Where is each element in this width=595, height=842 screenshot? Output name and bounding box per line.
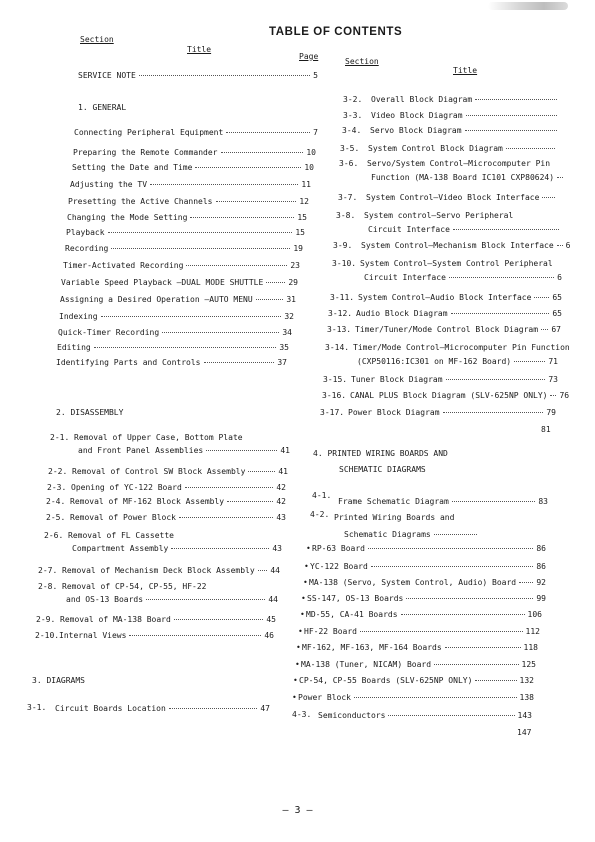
toc-entry (72, 543, 282, 554)
toc-entry-board-label: SS-147, OS-13 Boards (307, 594, 404, 603)
toc-page-extra: 147 (517, 728, 532, 737)
toc-entry-leader (111, 248, 290, 249)
toc-entry-number: 3-10. (332, 259, 357, 268)
toc-entry-page: 44 (268, 595, 278, 604)
toc-entry (70, 512, 286, 523)
toc-entry-page: 37 (277, 358, 287, 367)
toc-entry (72, 466, 288, 477)
left-section-header: Section (80, 35, 114, 44)
toc-entry-leader (506, 148, 555, 149)
toc-entry-page: 12 (299, 197, 309, 206)
toc-entry-label: and OS-13 Boards (66, 595, 144, 604)
toc-entry-leader (169, 708, 258, 709)
toc-entry-leader (451, 313, 550, 314)
toc-entry-label: Overall Block Diagram (371, 95, 473, 104)
toc-entry-page: 45 (266, 615, 276, 624)
toc-entry-number: 2-2. (48, 467, 68, 476)
section-heading-pwb-line2: SCHEMATIC DIAGRAMS (339, 465, 426, 474)
toc-entry-board-leader (371, 566, 534, 567)
toc-entry-number: 3-6. (339, 159, 359, 168)
scan-smudge (488, 2, 568, 10)
toc-entry-board-page: 118 (523, 643, 538, 652)
toc-entry-number: 2-8. (38, 582, 58, 591)
toc-entry-page: 41 (278, 467, 288, 476)
toc-entry-board-leader (406, 598, 533, 599)
toc-entry (59, 630, 274, 641)
toc-entry-label: Connecting Peripheral Equipment (74, 128, 224, 137)
toc-entry (350, 390, 570, 401)
toc-entry (318, 710, 532, 721)
toc-entry-leader (452, 501, 536, 502)
toc-entry-board-label: RP-63 Board (312, 544, 365, 553)
toc-entry (70, 496, 286, 507)
bullet: • (296, 643, 301, 652)
toc-entry-page: 19 (293, 244, 303, 253)
toc-entry-label: Removal of Control SW Block Assembly (72, 467, 246, 476)
toc-entry-number: 4-2. (310, 510, 330, 519)
toc-entry-number: 3-2. (343, 95, 363, 104)
toc-entry-board-label: MA-138 (Servo, System Control, Audio) Board (309, 578, 517, 587)
toc-entry-number: 3-3. (343, 111, 363, 120)
toc-entry-label: Changing the Mode Setting (67, 213, 188, 222)
toc-entry-board (301, 659, 536, 670)
toc-entry-label: Indexing (59, 312, 98, 321)
toc-entry-label: Removal of MF-162 Block Assembly (70, 497, 225, 506)
toc-entry-leader (206, 450, 277, 451)
toc-entry (68, 196, 309, 207)
toc-entry (65, 243, 303, 254)
toc-entry (358, 292, 562, 303)
bullet: • (298, 627, 303, 636)
toc-entry-page: 29 (288, 278, 298, 287)
toc-entry-leader (186, 265, 287, 266)
toc-entry-service-note-page: 5 (313, 71, 318, 80)
toc-entry-number: 2-6. (44, 531, 64, 540)
toc-entry (348, 407, 556, 418)
toc-entry-page: 23 (290, 261, 300, 270)
toc-entry-leader (204, 362, 275, 363)
toc-entry-label: Editing (57, 343, 91, 352)
toc-entry-label: Setting the Date and Time (72, 163, 193, 172)
toc-entry-label: Removal of MA-138 Board (60, 615, 171, 624)
toc-entry-label: Circuit Boards Location (55, 704, 166, 713)
bullet: • (293, 676, 298, 685)
toc-entry-board-leader (519, 582, 533, 583)
toc-entry-page: 143 (517, 711, 532, 720)
toc-entry-page: 7 (313, 128, 318, 137)
toc-entry-leader (466, 115, 557, 116)
toc-entry (63, 260, 300, 271)
toc-entry-page: 10 (306, 148, 316, 157)
toc-entry (62, 565, 280, 576)
toc-entry-label: Removal of CP-54, CP-55, HF-22 (62, 582, 207, 591)
toc-entry-page: 43 (272, 544, 282, 553)
toc-entry-board-page: 92 (536, 578, 546, 587)
toc-entry-board-page: 125 (521, 660, 536, 669)
toc-entry-page: 6 (565, 241, 571, 250)
toc-entry-leader (443, 412, 544, 413)
toc-entry-number: 2-5. (46, 513, 66, 522)
toc-entry-board-leader (434, 664, 519, 665)
toc-entry-label: Removal of Mechanism Deck Block Assembly (62, 566, 255, 575)
toc-entry-service-note-label: SERVICE NOTE (78, 71, 136, 80)
toc-entry (55, 703, 270, 714)
toc-entry-board-label: Power Block (298, 693, 351, 702)
toc-entry-board (302, 642, 538, 653)
toc-entry-board-label: HF-22 Board (304, 627, 357, 636)
toc-entry-leader (541, 329, 548, 330)
toc-entry (371, 172, 558, 183)
toc-entry-page: 41 (280, 446, 290, 455)
toc-entry-leader (221, 152, 304, 153)
toc-entry-board (299, 675, 534, 686)
toc-entry-leader (514, 361, 545, 362)
bullet: • (295, 660, 300, 669)
toc-entry-label: CANAL PLUS Block Diagram (SLV-625NP ONLY) (350, 391, 548, 400)
left-title-header: Title (187, 45, 212, 54)
toc-entry-leader (542, 197, 555, 198)
toc-entry (371, 94, 560, 105)
toc-entry-leader (557, 245, 563, 246)
toc-entry (60, 294, 296, 305)
toc-entry-label: System control—Servo Peripheral (364, 211, 514, 220)
toc-entry-leader (266, 282, 285, 283)
toc-entry-page: 47 (260, 704, 270, 713)
toc-entry-leader (256, 299, 284, 300)
toc-entry-leader (150, 184, 298, 185)
right-title-header: Title (453, 66, 478, 75)
toc-entry (370, 125, 560, 136)
toc-entry-page: 79 (546, 408, 556, 417)
toc-entry-leader (534, 297, 549, 298)
toc-entry-leader (465, 130, 557, 131)
toc-entry-page: 42 (276, 483, 286, 492)
toc-entry-board-page: 86 (536, 544, 546, 553)
toc-entry-label: Schematic Diagrams (344, 530, 431, 539)
toc-entry-board-label: YC-122 Board (310, 562, 368, 571)
toc-entry-board-leader (445, 647, 521, 648)
toc-entry (361, 240, 571, 251)
toc-entry-label: Circuit Interface (364, 273, 446, 282)
toc-entry-label: System Control—Video Block Interface (366, 193, 540, 202)
toc-page-extra: 81 (541, 425, 551, 434)
bullet: • (303, 578, 308, 587)
toc-entry-label: Opening of YC-122 Board (71, 483, 182, 492)
toc-entry-leader (162, 332, 279, 333)
toc-entry-page: 46 (264, 631, 274, 640)
toc-entry-number: 2-4. (46, 497, 66, 506)
toc-entry-label: Removal of FL Cassette (68, 531, 174, 540)
toc-entry-number: 3-11. (330, 293, 355, 302)
toc-entry-page: 71 (548, 357, 558, 366)
toc-entry-number: 3-13. (327, 325, 352, 334)
bullet: • (304, 562, 309, 571)
toc-entry-board (309, 577, 546, 588)
toc-entry-leader (550, 395, 556, 396)
toc-entry (357, 356, 558, 367)
toc-entry-label: Quick-Timer Recording (58, 328, 160, 337)
toc-entry-number: 3-9. (333, 241, 353, 250)
toc-entry-label: System Control Block Diagram (368, 144, 503, 153)
toc-entry-page: 35 (279, 343, 289, 352)
page-title: TABLE OF CONTENTS (269, 26, 403, 38)
toc-entry-board-label: MA-138 (Tuner, NICAM) Board (301, 660, 432, 669)
bullet: • (292, 693, 297, 702)
toc-entry-page: 15 (295, 228, 305, 237)
section-heading-diagrams: 3. DIAGRAMS (32, 676, 85, 685)
toc-entry-label: Servo Block Diagram (370, 126, 462, 135)
toc-entry (61, 277, 298, 288)
toc-entry-number: 3-16. (322, 391, 347, 400)
toc-entry-label: Preparing the Remote Commander (73, 148, 218, 157)
toc-entry-board (307, 593, 546, 604)
toc-entry-label: Frame Schematic Diagram (338, 497, 449, 506)
toc-entry-service-note (78, 70, 318, 81)
toc-entry-label: Semiconductors (318, 711, 386, 720)
toc-entry-label: Timer/Mode Control—Microcomputer Pin Function (353, 343, 570, 352)
toc-entry (71, 482, 286, 493)
toc-entry-leader (388, 715, 514, 716)
toc-entry-page: 65 (552, 293, 562, 302)
toc-entry-label: System Control—Mechanism Block Interface (361, 241, 554, 250)
toc-entry-label: Printed Wiring Boards and (334, 513, 455, 522)
toc-entry-label: Playback (66, 228, 105, 237)
toc-entry-page: 6 (557, 273, 562, 282)
toc-entry-page: 44 (270, 566, 280, 575)
toc-entry-page: 76 (559, 391, 570, 400)
toc-entry-label: Servo/System Control—Microcomputer Pin (367, 159, 551, 168)
toc-entry-leader (108, 232, 293, 233)
toc-entry (59, 311, 294, 322)
toc-entry-label: Assigning a Desired Operation —AUTO MENU (60, 295, 253, 304)
toc-entry-label: System Control—Audio Block Interface (358, 293, 532, 302)
toc-entry-board-leader (475, 680, 516, 681)
toc-entry-label: System Control—System Control Peripheral (360, 259, 553, 268)
toc-entry-leader (195, 167, 301, 168)
right-section-header: Section (345, 57, 379, 66)
toc-entry-label: Recording (65, 244, 109, 253)
toc-entry-number: 4-1. (312, 491, 332, 500)
toc-entry-board-page: 132 (519, 676, 534, 685)
toc-entry-number: 3-7. (338, 193, 358, 202)
toc-entry-board (312, 543, 546, 554)
toc-entry (366, 192, 558, 203)
toc-entry-number: 3-12. (328, 309, 353, 318)
toc-entry-page: 67 (551, 325, 561, 334)
toc-entry (364, 272, 562, 283)
section-heading-pwb: 4. PRINTED WIRING BOARDS AND (313, 449, 448, 458)
toc-entry-service-note-leader (139, 75, 310, 76)
toc-entry-leader (226, 132, 310, 133)
toc-entry-board-page: 106 (527, 610, 542, 619)
toc-entry (356, 308, 562, 319)
toc-entry-label: Removal of Upper Case, Bottom Plate (74, 433, 243, 442)
toc-entry-number: 3-5. (340, 144, 360, 153)
toc-entry-leader (227, 501, 273, 502)
toc-entry (74, 127, 318, 138)
bullet: • (300, 610, 305, 619)
toc-entry-board (310, 561, 546, 572)
toc-entry-board-leader (360, 631, 523, 632)
toc-entry (60, 614, 276, 625)
toc-entry (70, 179, 311, 190)
toc-entry (66, 227, 305, 238)
toc-entry-number: 2-9. (36, 615, 56, 624)
toc-entry-leader (258, 570, 268, 571)
toc-entry-leader (101, 316, 282, 317)
toc-entry-leader (185, 487, 274, 488)
toc-entry-leader (475, 99, 557, 100)
toc-entry-page: 32 (284, 312, 294, 321)
toc-entry-board-leader (401, 614, 525, 615)
page-number: — 3 — (282, 805, 313, 816)
toc-entry-board (306, 609, 542, 620)
toc-entry (355, 324, 561, 335)
toc-entry-label: and Front Panel Assemblies (78, 446, 204, 455)
toc-entry-page: 73 (548, 375, 558, 384)
section-heading-general: 1. GENERAL (78, 103, 127, 112)
toc-entry-leader (174, 619, 264, 620)
toc-entry-board-page: 138 (519, 693, 534, 702)
toc-entry-leader (453, 229, 559, 230)
bullet: • (301, 594, 306, 603)
toc-entry-leader (557, 177, 563, 178)
toc-entry-label: Variable Speed Playback —DUAL MODE SHUTTLE (61, 278, 264, 287)
toc-entry-board-label: MD-55, CA-41 Boards (306, 610, 398, 619)
toc-entry-leader (449, 277, 554, 278)
toc-entry-leader (171, 548, 269, 549)
toc-entry-leader (446, 379, 546, 380)
toc-entry (368, 224, 562, 235)
toc-entry (351, 374, 558, 385)
toc-entry (67, 212, 307, 223)
toc-entry-leader (248, 471, 275, 472)
toc-entry-page: 15 (297, 213, 307, 222)
toc-entry-board-page: 86 (536, 562, 546, 571)
toc-entry-board (298, 692, 534, 703)
toc-entry-number: 3-1. (27, 703, 47, 712)
toc-entry-label: Compartment Assembly (72, 544, 169, 553)
toc-entry-leader (434, 534, 477, 535)
toc-entry-number: 2-1. (50, 433, 70, 442)
toc-entry-label: Removal of Power Block (70, 513, 176, 522)
toc-entry-number: 3-17. (320, 408, 345, 417)
toc-entry-label: Identifying Parts and Controls (56, 358, 201, 367)
toc-entry (58, 327, 292, 338)
toc-entry-board-leader (354, 697, 517, 698)
toc-entry (371, 110, 560, 121)
toc-entry-board-page: 99 (536, 594, 546, 603)
toc-entry-label: Adjusting the TV (70, 180, 148, 189)
toc-entry-board-label: CP-54, CP-55 Boards (SLV-625NP ONLY) (299, 676, 473, 685)
toc-entry-page: 34 (282, 328, 292, 337)
toc-entry (66, 594, 278, 605)
toc-entry-label: Circuit Interface (368, 225, 450, 234)
toc-entry-leader (216, 201, 297, 202)
toc-entry-leader (179, 517, 273, 518)
toc-entry (56, 357, 287, 368)
toc-entry-label: Power Block Diagram (348, 408, 440, 417)
toc-entry-number: 3-14. (325, 343, 350, 352)
toc-entry-label: Audio Block Diagram (356, 309, 448, 318)
toc-entry-number: 2-3. (47, 483, 67, 492)
toc-entry-leader (190, 217, 294, 218)
toc-entry-label: Timer-Activated Recording (63, 261, 184, 270)
toc-entry-label: Timer/Tuner/Mode Control Block Diagram (355, 325, 539, 334)
toc-entry-number: 2-7. (38, 566, 58, 575)
toc-entry-page: 43 (276, 513, 286, 522)
toc-entry-number: 3-15. (323, 375, 348, 384)
toc-entry-page: 31 (286, 295, 296, 304)
toc-entry (72, 162, 314, 173)
toc-entry-label: Internal Views (59, 631, 127, 640)
toc-entry-label: Tuner Block Diagram (351, 375, 443, 384)
toc-entry-board-label: MF-162, MF-163, MF-164 Boards (302, 643, 442, 652)
toc-entry-number: 3-4. (342, 126, 362, 135)
toc-entry (78, 445, 290, 456)
toc-entry (57, 342, 289, 353)
toc-entry-page: 10 (304, 163, 314, 172)
toc-entry-label: (CXP50116:IC301 on MF-162 Board) (357, 357, 512, 366)
section-heading-disassembly: 2. DISASSEMBLY (56, 408, 124, 417)
bullet: • (306, 544, 311, 553)
toc-entry-leader (146, 599, 265, 600)
toc-entry (368, 143, 558, 154)
toc-entry-page: 11 (301, 180, 311, 189)
toc-entry-leader (94, 347, 277, 348)
toc-entry-label: Presetting the Active Channels (68, 197, 213, 206)
toc-entry-page: 83 (538, 497, 548, 506)
toc-entry (338, 496, 548, 507)
toc-entry-board (304, 626, 540, 637)
toc-entry-page: 42 (276, 497, 286, 506)
toc-entry-number: 2-10. (35, 631, 60, 640)
toc-entry-label: Function (MA-138 Board IC101 CXP80624) (371, 173, 555, 182)
toc-entry-leader (129, 635, 261, 636)
toc-entry-board-leader (368, 548, 533, 549)
toc-entry-number: 3-8. (336, 211, 356, 220)
toc-entry (73, 147, 316, 158)
toc-entry-page: 65 (552, 309, 562, 318)
page-header: Page (299, 52, 319, 61)
toc-entry-number: 4-3. (292, 710, 312, 719)
toc-entry-label: Video Block Diagram (371, 111, 463, 120)
toc-entry (344, 529, 480, 540)
toc-entry-board-page: 112 (525, 627, 540, 636)
